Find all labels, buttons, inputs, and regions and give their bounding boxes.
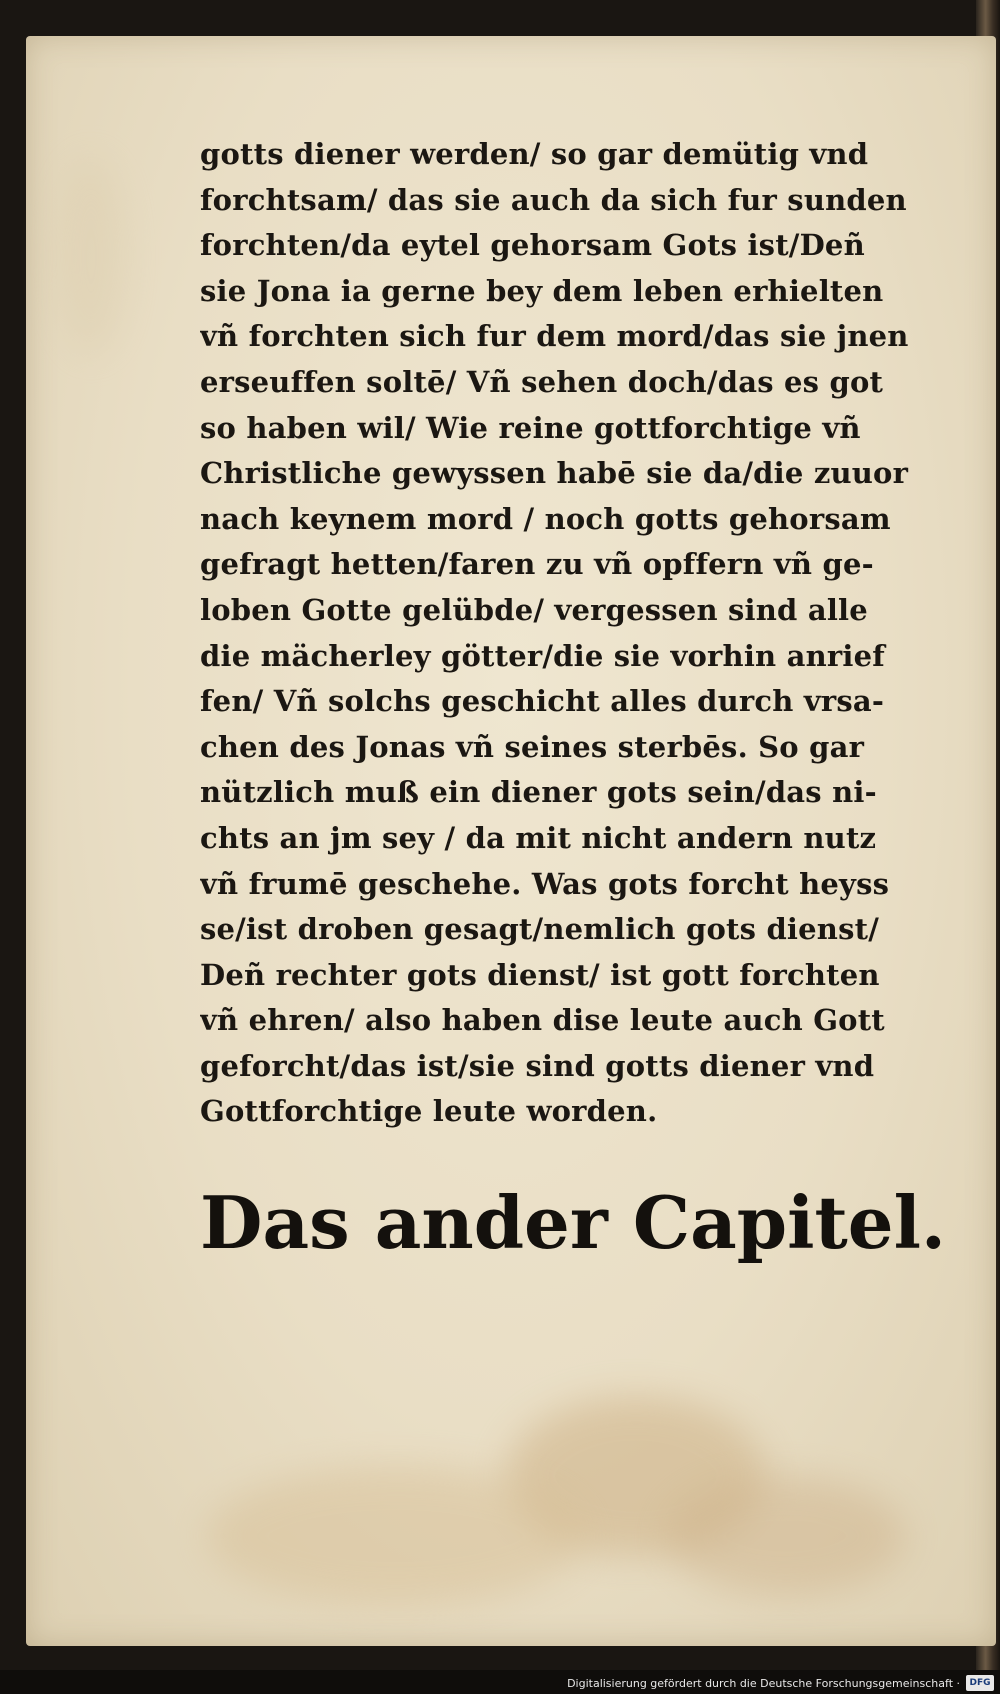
chapter-heading: Das ander Capitel. (200, 1180, 946, 1265)
text-line: gefragt hetten/faren zu vñ opffern vñ ge- (200, 547, 874, 582)
text-line: loben Gotte gelübde/ vergessen sind alle (200, 592, 868, 627)
paper-discoloration (56, 156, 126, 356)
text-line: se/ist droben gesagt/nemlich gots dienst/ (200, 912, 879, 947)
text-line: nach keynem mord / noch gotts gehorsam (200, 501, 891, 536)
text-line: Christliche gewyssen habē sie da/die zuuor (200, 456, 909, 491)
text-line: sie Jona ia gerne bey dem leben erhielten (200, 273, 884, 308)
text-line: Gottforchtige leute worden. (200, 1094, 658, 1129)
text-line: forchtsam/ das sie auch da sich fur sunden (200, 182, 907, 217)
text-line: erseuffen soltē/ Vñ sehen doch/das es got (200, 364, 884, 399)
text-line: fen/ Vñ solchs geschicht alles durch vrsa- (200, 684, 885, 719)
footer-bar (0, 1670, 1000, 1694)
text-line: die mächerley götter/die sie vorhin anrief (200, 638, 885, 673)
digitization-credit: Digitalisierung gefördert durch die Deutsche Forschungsgemeinschaft · (567, 1677, 960, 1690)
water-stain (666, 1476, 906, 1596)
text-line: vñ forchten sich fur dem mord/das sie jnen (200, 319, 909, 354)
text-line: chts an jm sey / da mit nicht andern nutz (200, 820, 877, 855)
text-line: nützlich muß ein diener gots sein/das ni- (200, 775, 877, 810)
text-line: vñ ehren/ also haben dise leute auch Gott (200, 1003, 885, 1038)
body-text (200, 132, 930, 1135)
text-line: so haben wil/ Wie reine gottforchtige vñ (200, 410, 861, 445)
text-line: gotts diener werden/ so gar demütig vnd (200, 137, 869, 171)
text-line: forchten/da eytel gehorsam Gots ist/Deñ (200, 228, 865, 263)
text-line: Deñ rechter gots dienst/ ist gott forchten (200, 957, 880, 992)
dfg-logo-icon: DFG (966, 1675, 994, 1691)
text-line: vñ frumē geschehe. Was gots forcht heyss (200, 866, 890, 901)
text-line: chen des Jonas vñ seines sterbēs. So gar (200, 729, 865, 764)
text-line: geforcht/das ist/sie sind gotts diener vnd (200, 1048, 875, 1083)
water-stain (206, 1466, 586, 1606)
